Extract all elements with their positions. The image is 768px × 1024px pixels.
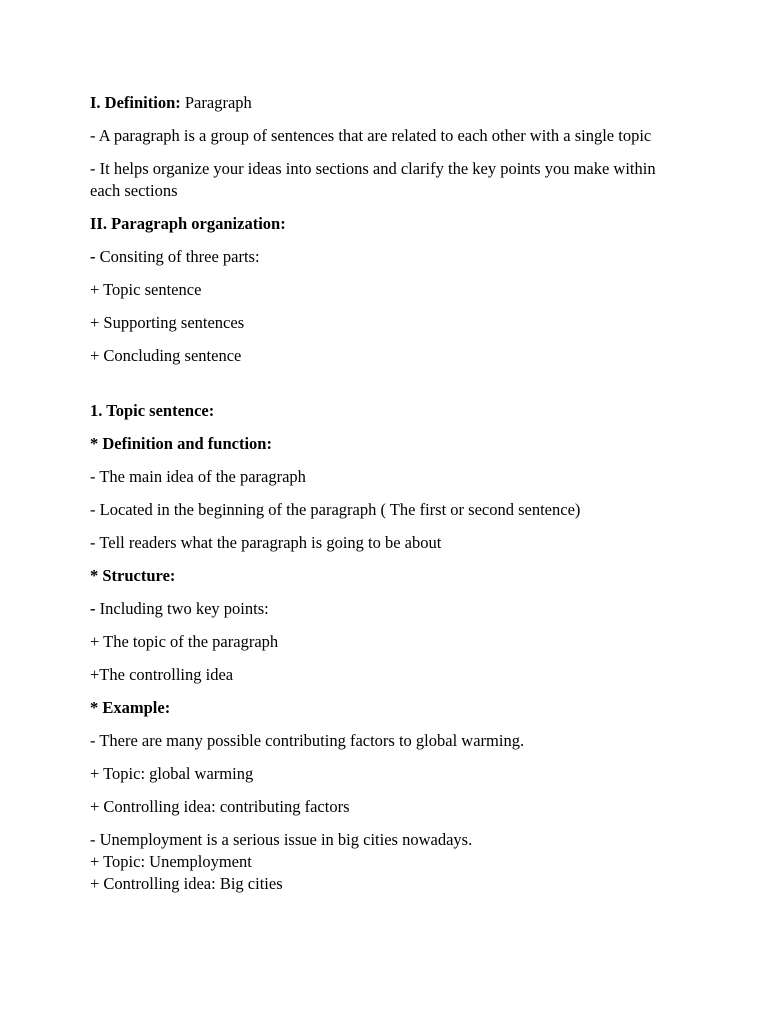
example-line: + Topic: global warming bbox=[90, 764, 254, 783]
definition-line: - It helps organize your ideas into sections and clarify the key points you make within each sections bbox=[90, 159, 656, 200]
structure-intro: - Including two key points: bbox=[90, 599, 269, 618]
document-body bbox=[90, 92, 660, 895]
list-item: - Tell readers what the paragraph is going to be about bbox=[90, 533, 442, 552]
definition-line: - A paragraph is a group of sentences that are related to each other with a single topic bbox=[90, 126, 652, 145]
example-heading: * Example: bbox=[90, 698, 171, 717]
definition-function-heading: * Definition and function: bbox=[90, 434, 272, 453]
example-line: - There are many possible contributing factors to global warming. bbox=[90, 731, 525, 750]
section-title: Paragraph bbox=[180, 93, 252, 112]
topic-sentence-heading: 1. Topic sentence: bbox=[90, 401, 215, 420]
list-item: + The topic of the paragraph bbox=[90, 632, 279, 651]
blank-line bbox=[90, 378, 660, 400]
list-item: + Concluding sentence bbox=[90, 346, 242, 365]
example-line: + Controlling idea: Big cities bbox=[90, 874, 283, 893]
list-item: + Supporting sentences bbox=[90, 313, 245, 332]
list-item: - Located in the beginning of the paragraph ( The first or second sentence) bbox=[90, 500, 581, 519]
example-line: + Controlling idea: contributing factors bbox=[90, 797, 350, 816]
list-item: + Topic sentence bbox=[90, 280, 202, 299]
section-definition-heading bbox=[90, 92, 660, 114]
structure-heading: * Structure: bbox=[90, 566, 176, 585]
section-label: I. Definition: bbox=[90, 93, 181, 112]
example-line: + Topic: Unemployment bbox=[90, 852, 252, 871]
example-line: - Unemployment is a serious issue in big cities nowadays. bbox=[90, 830, 473, 849]
list-item: - The main idea of the paragraph bbox=[90, 467, 306, 486]
organization-intro: - Consiting of three parts: bbox=[90, 247, 260, 266]
section-organization-heading: II. Paragraph organization: bbox=[90, 214, 286, 233]
list-item: +The controlling idea bbox=[90, 665, 234, 684]
